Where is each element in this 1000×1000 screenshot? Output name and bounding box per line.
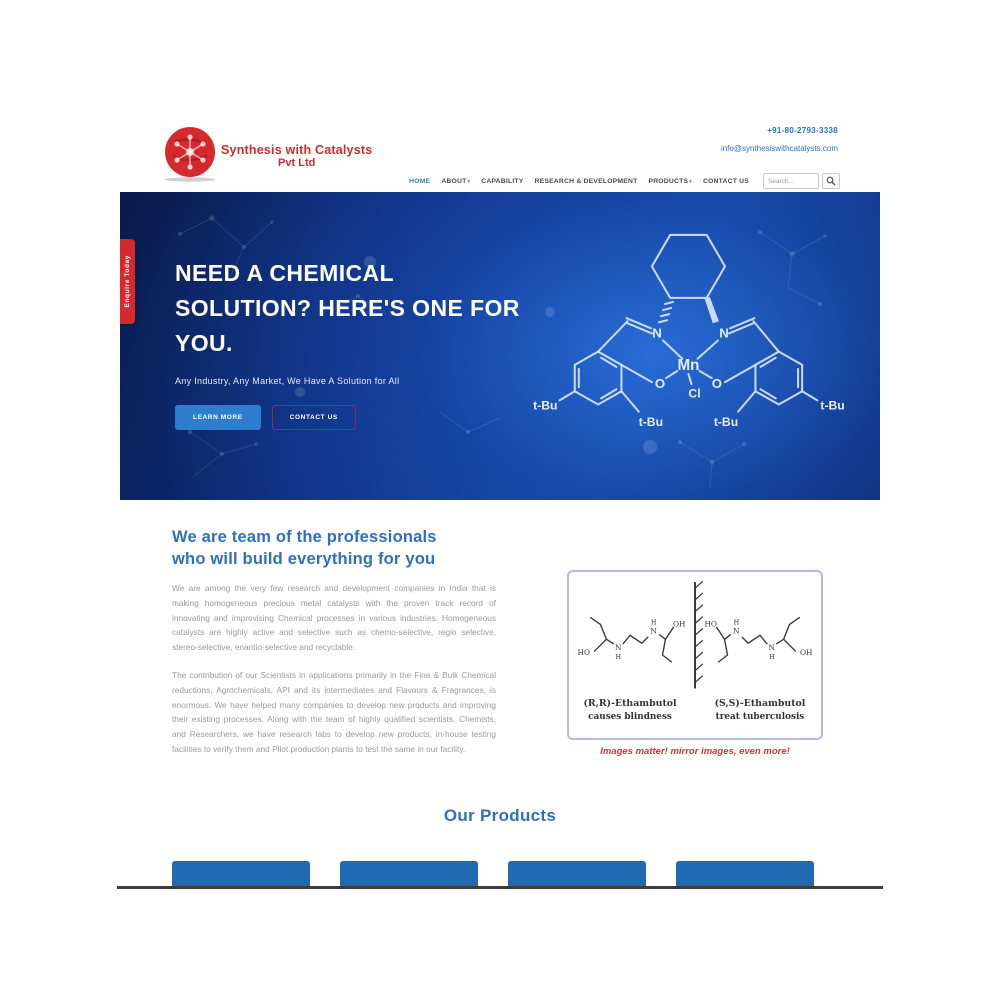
nav-item-home[interactable]: HOME [409, 177, 431, 185]
atom-label-mn: Mn [677, 356, 700, 374]
company-name-line1: Synthesis with Catalysts [221, 143, 373, 157]
about-paragraph-1: We are among the very few research and development companies in India that is making homogeneous precious metal catalysts with the proven track record of innovating and improvising Chemical processes in various industries. Homogeneous catalysts are highly active and selective such as chemo-selective, regio selective, stereo-selective, enantio-selective and recyclable. [172, 583, 496, 653]
atom-label-h: H [615, 652, 621, 661]
contact-us-button[interactable]: CONTACT US [272, 405, 356, 430]
atom-label-h: H [733, 618, 740, 627]
nav-item-capability[interactable]: CAPABILITY [481, 177, 524, 185]
left-enantiomer-name: (R,R)-Ethambutol [583, 698, 677, 710]
phone-link[interactable]: +91-80-2793-3338 [767, 126, 838, 135]
hero-subtitle: Any Industry, Any Market, We Have A Solution for All [175, 376, 400, 386]
email-link[interactable]: info@synthesiswithcatalysts.com [720, 144, 838, 153]
hero-buttons [175, 405, 535, 430]
hero-title: NEED A CHEMICAL SOLUTION? HERE'S ONE FOR YOU. [175, 260, 520, 356]
company-name-line2: Pvt Ltd [278, 157, 316, 169]
product-card[interactable] [340, 861, 478, 886]
right-enantiomer-name: (S,S)-Ethambutol [714, 698, 806, 710]
nav-item-research-development[interactable]: RESEARCH & DEVELOPMENT [534, 177, 638, 185]
search-input[interactable] [763, 173, 819, 189]
site-wrapper [120, 115, 880, 889]
about-paragraph-2: The contribution of our Scientists in applications primarily in the Fine & Bulk Chemical reductions, Agrochemicals, API and its intermediates and Flavours & Fragrances, is enormous. We have helped many companies to develop new products and improving their existing processes. Along with the team of highly qualified scientists, Chemists, and Researchers, we have research labs to develop new products, in-house testing facilities to verify them and Pilot production plants to test the same in our facility. [172, 669, 496, 754]
about-section [120, 500, 880, 790]
ethambutol-figure [567, 570, 823, 740]
atom-label-ho: HO [577, 648, 591, 657]
atom-label-n: N [733, 626, 740, 636]
atom-label-tbu: t-Bu [713, 414, 739, 429]
product-card[interactable] [172, 861, 310, 886]
nav-item-products[interactable]: PRODUCTS▾ [648, 177, 692, 185]
search-icon [826, 176, 836, 186]
atom-label-n: N [719, 325, 729, 341]
search-area [763, 173, 840, 189]
atom-label-n: N [650, 626, 657, 636]
atom-label-ho: HO [704, 619, 717, 629]
right-enantiomer-effect: treat tuberculosis [715, 711, 805, 722]
site-header [120, 115, 880, 192]
nav-item-contact-us[interactable]: CONTACT US [702, 177, 749, 185]
hero-banner [120, 192, 880, 500]
left-enantiomer-effect: causes blindness [588, 711, 672, 722]
product-card[interactable] [676, 861, 814, 886]
ethambutol-enantiomers-drawing [569, 572, 821, 738]
about-copy [172, 581, 496, 757]
header-contact [721, 126, 838, 153]
section-divider [117, 886, 883, 889]
ribbon-label: Enquire Today [124, 255, 131, 308]
main-navigation [409, 173, 840, 189]
nav-item-about[interactable]: ABOUT▾ [441, 177, 471, 185]
product-card[interactable] [508, 861, 646, 886]
atom-label-tbu: t-Bu [820, 398, 845, 413]
atom-label-o: O [654, 376, 666, 392]
company-logo[interactable] [163, 126, 372, 183]
about-heading: We are team of the professionals who will build everything for you [172, 528, 437, 568]
atom-label-h: H [769, 652, 775, 661]
atom-label-n: N [768, 643, 776, 653]
logo-molecule-icon [163, 126, 217, 183]
atom-label-o: O [711, 376, 722, 392]
atom-label-n: N [652, 325, 662, 341]
atom-label-h: H [650, 618, 657, 627]
figure-caption: Images matter! mirror images, even more! [600, 746, 790, 757]
hero-content [175, 256, 535, 430]
catalyst-structure-illustration [525, 220, 860, 460]
atom-label-oh: OH [673, 619, 686, 629]
learn-more-button[interactable]: LEARN MORE [175, 405, 261, 430]
atom-label-tbu: t-Bu [533, 398, 558, 413]
chevron-down-icon: ▾ [689, 178, 692, 185]
products-section [120, 790, 880, 886]
enquire-today-ribbon[interactable] [120, 239, 135, 324]
search-button[interactable] [822, 173, 840, 189]
atom-label-cl: Cl [688, 386, 701, 401]
company-name [221, 143, 372, 169]
products-heading: Our Products [443, 806, 557, 825]
atom-label-n: N [614, 643, 622, 653]
atom-label-tbu: t-Bu [638, 414, 664, 429]
atom-label-oh: OH [799, 648, 813, 657]
chevron-down-icon: ▾ [467, 178, 471, 185]
